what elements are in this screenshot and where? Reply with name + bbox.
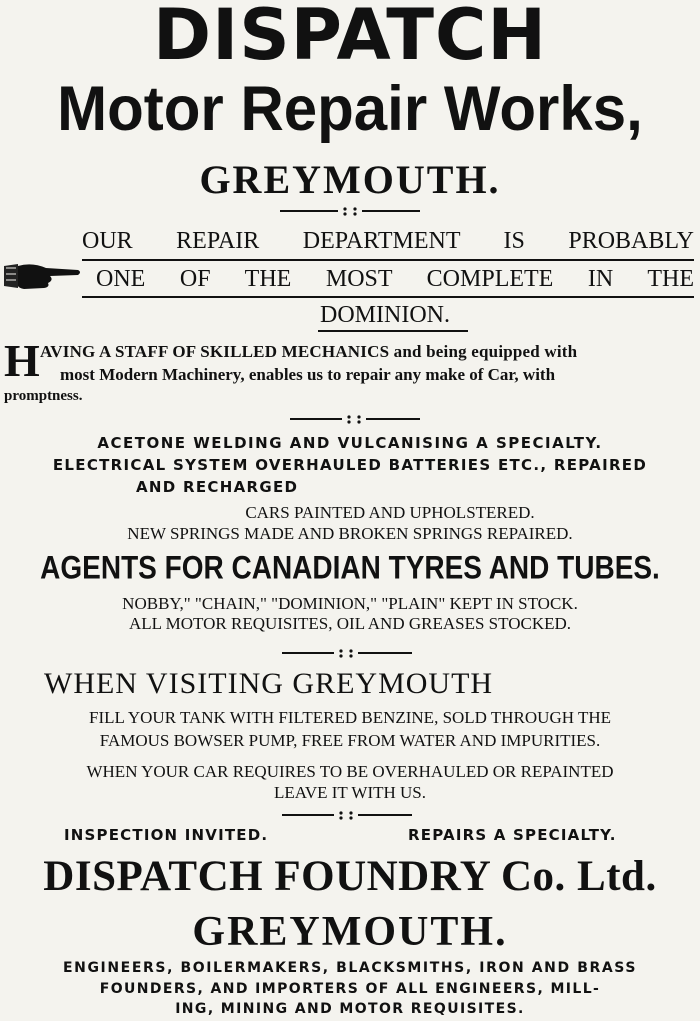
- agents-headline: AGENTS FOR CANADIAN TYRES AND TUBES.: [40, 549, 660, 586]
- services-line-2: ELECTRICAL SYSTEM OVERHAULED BATTERIES ETC., REPAIRED: [52, 456, 648, 474]
- staff-line-1: AVING A STAFF OF SKILLED MECHANICS and being equipped with: [40, 342, 578, 361]
- intro-line-2: ONE OF THE MOST COMPLETE IN THE: [96, 266, 694, 292]
- inspection-note: INSPECTION INVITED.: [64, 826, 269, 844]
- services-line-5: NEW SPRINGS MADE AND BROKEN SPRINGS REPAIRED.: [127, 524, 573, 543]
- foundry-line-2: FOUNDERS, AND IMPORTERS OF ALL ENGINEERS, MILL-: [99, 981, 601, 997]
- staff-line-2: most Modern Machinery, enables us to repair any make of Car, with: [60, 365, 556, 384]
- visiting-headline: WHEN VISITING GREYMOUTH: [44, 667, 494, 700]
- foundry-location: GREYMOUTH.: [192, 909, 508, 955]
- agents-line-2: ALL MOTOR REQUISITES, OIL AND GREASES STOCKED.: [128, 614, 572, 633]
- intro-line-3: DOMINION.: [320, 302, 450, 328]
- pointing-hand-icon: [2, 256, 82, 296]
- visiting-line-2: FAMOUS BOWSER PUMP, FREE FROM WATER AND IMPURITIES.: [99, 731, 601, 750]
- services-line-4: CARS PAINTED AND UPHOLSTERED.: [245, 503, 535, 522]
- staff-line-3: promptness.: [4, 388, 83, 404]
- intro-line-1: OUR REPAIR DEPARTMENT IS PROBABLY: [82, 228, 694, 254]
- visiting-line-3: WHEN YOUR CAR REQUIRES TO BE OVERHAULED OR REPAINTED: [86, 762, 614, 781]
- location-heading: GREYMOUTH.: [199, 157, 501, 202]
- dominion-underline: [318, 330, 468, 332]
- services-line-1: ACETONE WELDING AND VULCANISING A SPECIALTY.: [97, 434, 603, 452]
- ornamental-divider: [280, 204, 420, 218]
- rule-bottom: [82, 296, 694, 298]
- visiting-line-4: LEAVE IT WITH US.: [273, 783, 427, 802]
- foundry-name: DISPATCH FOUNDRY Co. Ltd.: [43, 853, 657, 900]
- ad-subtitle: Motor Repair Works,: [57, 73, 643, 144]
- foundry-line-1: ENGINEERS, BOILERMAKERS, BLACKSMITHS, IRON AND BRASS: [62, 960, 638, 976]
- services-line-3: AND RECHARGED: [136, 478, 299, 496]
- staff-dropcap: H: [4, 335, 40, 386]
- ornamental-divider: [282, 646, 412, 660]
- visiting-line-1: FILL YOUR TANK WITH FILTERED BENZINE, SOLD THROUGH THE: [89, 708, 611, 727]
- foundry-line-3: ING, MINING AND MOTOR REQUISITES.: [175, 1001, 525, 1017]
- agents-line-1: NOBBY," "CHAIN," "DOMINION," "PLAIN" KEPT IN STOCK.: [122, 594, 578, 613]
- ornamental-divider: [290, 412, 420, 426]
- rule-top: [82, 259, 694, 261]
- repairs-note: REPAIRS A SPECIALTY.: [408, 826, 617, 844]
- ad-title: DISPATCH: [153, 0, 547, 76]
- ornamental-divider: [282, 808, 412, 822]
